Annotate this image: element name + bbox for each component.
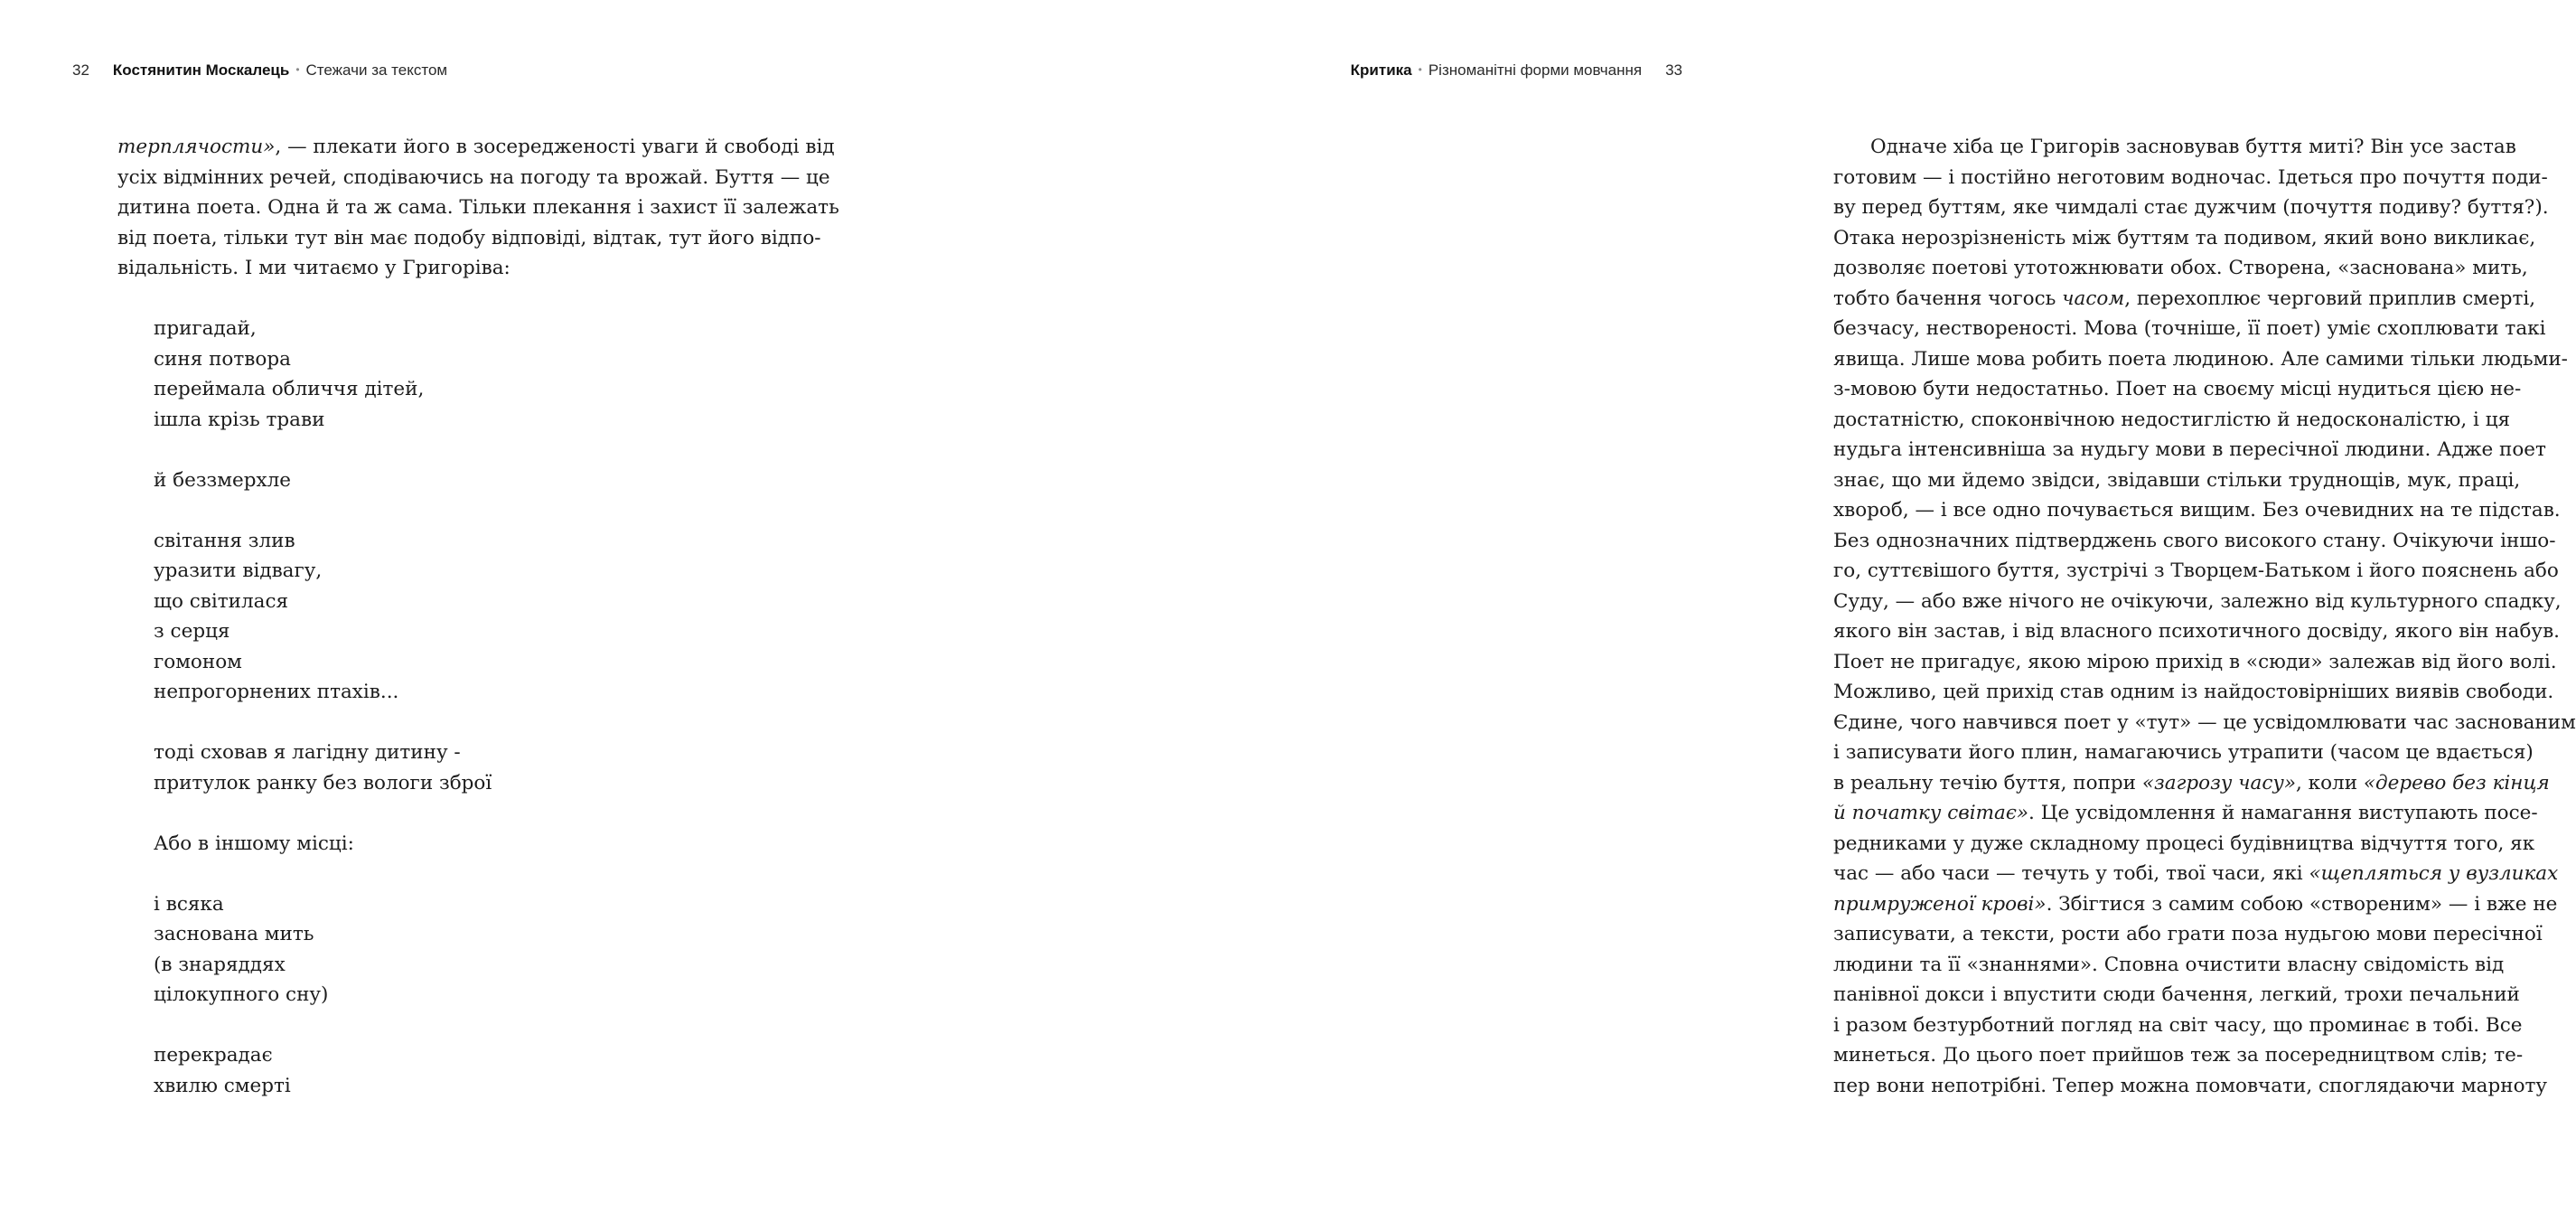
line-text: якого він застав, і від власного психотичного досвіду, якого він набув. xyxy=(1833,620,2561,643)
poem-line: й беззмерхле xyxy=(154,468,292,492)
right-paragraph xyxy=(1833,132,2576,1101)
text-line xyxy=(1833,768,2550,799)
stanza-gap xyxy=(154,708,492,738)
text-line xyxy=(1833,829,2535,860)
text-line xyxy=(1833,284,2536,315)
line-text: готовим — і постійно неготовим водночас. Ідеться про почуття поди- xyxy=(1833,165,2548,189)
text-line xyxy=(1833,556,2559,587)
text-line xyxy=(1833,374,2522,405)
line-text: усіх відмінних речей, сподіваючись на погоду та врожай. Буття — це xyxy=(117,165,830,189)
text-line xyxy=(1833,314,2546,344)
poem-line: тоді сховав я лагідну дитину - xyxy=(154,741,461,764)
left-page-number: 32 xyxy=(72,61,89,79)
text-line xyxy=(1833,919,2543,950)
text-line xyxy=(1833,1010,2523,1041)
left-running-head xyxy=(72,61,447,80)
line-text: в реальну течію буття, попри xyxy=(1833,771,2142,794)
text-line xyxy=(1833,1071,2548,1102)
header-separator: • xyxy=(295,63,300,76)
line-text: Одначе хіба це Григорів засновував буття миті? Він усе застав xyxy=(1870,136,2516,158)
line-text: , перехоплює черговий приплив смерті, xyxy=(2124,287,2536,310)
text-line xyxy=(1833,708,2576,738)
text-line xyxy=(1833,587,2562,617)
text-line xyxy=(1833,405,2511,436)
line-text: явища. Лише мова робить поета людиною. Але самими тільки людьми- xyxy=(1833,347,2568,371)
line-text: знає, що ми йдемо звідси, звідавши стільки труднощів, мук, праці, xyxy=(1833,468,2521,492)
line-text: Отака нерозрізненість між буттям та подивом, який воно викликає, xyxy=(1833,226,2536,249)
right-page-number: 33 xyxy=(1665,61,1682,79)
text-line xyxy=(1833,647,2557,678)
line-text: дозволяє поетові утотожнювати обох. Створена, «заснована» мить, xyxy=(1833,257,2528,279)
line-text: Поет не пригадує, якою мірою прихід в «сюди» залежав від його волі. xyxy=(1833,650,2557,673)
text-line xyxy=(117,193,839,223)
text-line xyxy=(1833,193,2549,223)
text-line xyxy=(117,163,830,193)
stanza-gap xyxy=(154,435,492,465)
text-line xyxy=(1833,465,2521,496)
italic-quote: й початку світає» xyxy=(1833,802,2029,824)
text-line xyxy=(117,132,835,163)
text-line xyxy=(1833,859,2559,889)
line-text: , — плекати його в зосередженості уваги й свободі від xyxy=(275,136,835,158)
text-line xyxy=(117,223,821,254)
line-text: го, суттєвішого буття, зустрічі з Творцем-Батьком і його пояснень або xyxy=(1833,559,2559,582)
poem-line: уразити відвагу, xyxy=(154,559,323,582)
text-line xyxy=(1833,980,2520,1010)
poem-line: Або в іншому місці: xyxy=(154,832,354,855)
text-line xyxy=(1833,132,2516,163)
poem-line: пригадай, xyxy=(154,317,257,340)
stanza-gap xyxy=(154,798,492,829)
line-text: дитина поета. Одна й та ж сама. Тільки плекання і захист її залежать xyxy=(117,196,839,219)
text-line xyxy=(1833,738,2534,768)
stanza-gap xyxy=(154,859,492,889)
line-text: відальність. І ми читаємо у Григоріва: xyxy=(117,257,511,279)
line-text: Суду, — або вже нічого не очікуючи, залежно від культурного спадку, xyxy=(1833,589,2562,613)
italic-quote: терплячости» xyxy=(117,136,276,158)
line-text: нудьга інтенсивніша за нудьгу мови в пересічної людини. Адже поет xyxy=(1833,438,2546,461)
text-line xyxy=(117,253,782,284)
text-line xyxy=(1833,798,2538,829)
line-text: минеться. До цього поет прийшов теж за посередництвом слів; те- xyxy=(1833,1044,2524,1067)
section-name: Критика xyxy=(1350,61,1412,79)
poem-line: перекрадає xyxy=(154,1044,273,1067)
text-line xyxy=(1833,889,2558,920)
chapter-title: Різноманітні форми мовчання xyxy=(1428,61,1643,79)
line-text: достатністю, споконвічною недостиглістю й недосконалістю, і ця xyxy=(1833,408,2511,431)
line-text: пер вони непотрібні. Тепер можна помовчати, споглядаючи марноту xyxy=(1833,1074,2548,1097)
line-text: час — або часи — течуть у тобі, твої часи, які xyxy=(1833,862,2309,885)
text-line xyxy=(1833,253,2528,284)
text-line xyxy=(1833,344,2568,375)
text-line xyxy=(1833,616,2561,647)
line-text: безчасу, нествореності. Мова (точніше, її поет) уміє схоплювати такі xyxy=(1833,317,2546,340)
line-text: тобто бачення чогось xyxy=(1833,287,2063,310)
line-text: і записувати його плин, намагаючись утрапити (часом це вдається) xyxy=(1833,741,2534,764)
text-line xyxy=(1833,163,2548,193)
text-line xyxy=(1833,677,2554,708)
author-name: Костянитин Москалець xyxy=(112,61,290,79)
line-text: , коли xyxy=(2296,771,2364,794)
text-line xyxy=(1833,526,2556,557)
poem-block xyxy=(154,314,492,1101)
poem-line: цілокупного сну) xyxy=(154,983,329,1006)
line-text: Без однозначних підтверджень свого високого стану. Очікуючи іншо- xyxy=(1833,529,2556,552)
poem-line: світання злив xyxy=(154,529,295,552)
line-text: з-мовою бути недостатньо. Поет на своєму місці нудиться цією не- xyxy=(1833,378,2522,400)
poem-line: непрогорнених птахів... xyxy=(154,681,399,703)
poem-line: хвилю смерті xyxy=(154,1074,291,1097)
left-page xyxy=(0,0,867,1222)
text-line xyxy=(1833,1040,2524,1071)
line-text: Можливо, цей прихід став одним із найдостовірніших виявів свободи. xyxy=(1833,681,2554,703)
poem-line: що світилася xyxy=(154,589,289,613)
line-text: ву перед буттям, яке чимдалі стає дужчим (почуття подиву? буття?). xyxy=(1833,196,2549,219)
line-text: панівної докси і впустити сюди бачення, легкий, трохи печальний xyxy=(1833,983,2520,1006)
stanza-gap xyxy=(154,495,492,526)
text-line xyxy=(1833,435,2546,465)
poem-line: заснована мить xyxy=(154,923,314,945)
poem-line: (в знаряддях xyxy=(154,953,286,976)
line-text: . Збігтися з самим собою «створеним» — і вже не xyxy=(2046,892,2558,916)
line-text: хвороб, — і все одно почувається вищим. Без очевидних на те підстав. xyxy=(1833,499,2561,522)
italic-quote: «загрозу часу» xyxy=(2141,771,2296,794)
poem-line: гомоном xyxy=(154,650,242,673)
stanza-gap xyxy=(154,1010,492,1041)
italic-quote: «щепляться у вузликах xyxy=(2309,862,2559,885)
text-line xyxy=(1833,495,2561,526)
book-title: Стежачи за текстом xyxy=(305,61,448,79)
line-text: від поета, тільки тут він має подобу відповіді, відтак, тут його відпо- xyxy=(117,226,821,249)
line-text: . Це усвідомлення й намагання виступають посе- xyxy=(2028,802,2538,824)
poem-line: і всяка xyxy=(154,892,224,916)
poem-line: переймала обличчя дітей, xyxy=(154,378,425,400)
italic-quote: «дерево без кінця xyxy=(2363,771,2550,794)
left-paragraph xyxy=(117,132,839,284)
poem-line: притулок ранку без вологи зброї xyxy=(154,771,492,794)
line-text: Єдине, чого навчився поет у «тут» — це усвідомлювати час заснованим xyxy=(1833,710,2576,734)
right-page xyxy=(867,0,2576,1222)
poem-line: з серця xyxy=(154,620,230,643)
header-separator: • xyxy=(1418,63,1422,76)
line-text: редниками у дуже складному процесі будівництва відчуття того, як xyxy=(1833,832,2535,855)
poem-line: синя потвора xyxy=(154,347,291,371)
line-text: записувати, а тексти, рости або грати поза нудьгою мови пересічної xyxy=(1833,923,2543,945)
line-text: і разом безтурботний погляд на світ часу, що проминає в тобі. Все xyxy=(1833,1013,2523,1037)
right-running-head xyxy=(1351,61,1682,80)
italic-quote: часом xyxy=(2062,287,2125,310)
text-line xyxy=(1833,950,2505,981)
poem-line: ішла крізь трави xyxy=(154,408,325,431)
line-text: людини та її «знаннями». Сповна очистити власну свідомість від xyxy=(1833,953,2505,976)
italic-quote: примруженої крові» xyxy=(1833,892,2047,916)
text-line xyxy=(1833,223,2536,254)
